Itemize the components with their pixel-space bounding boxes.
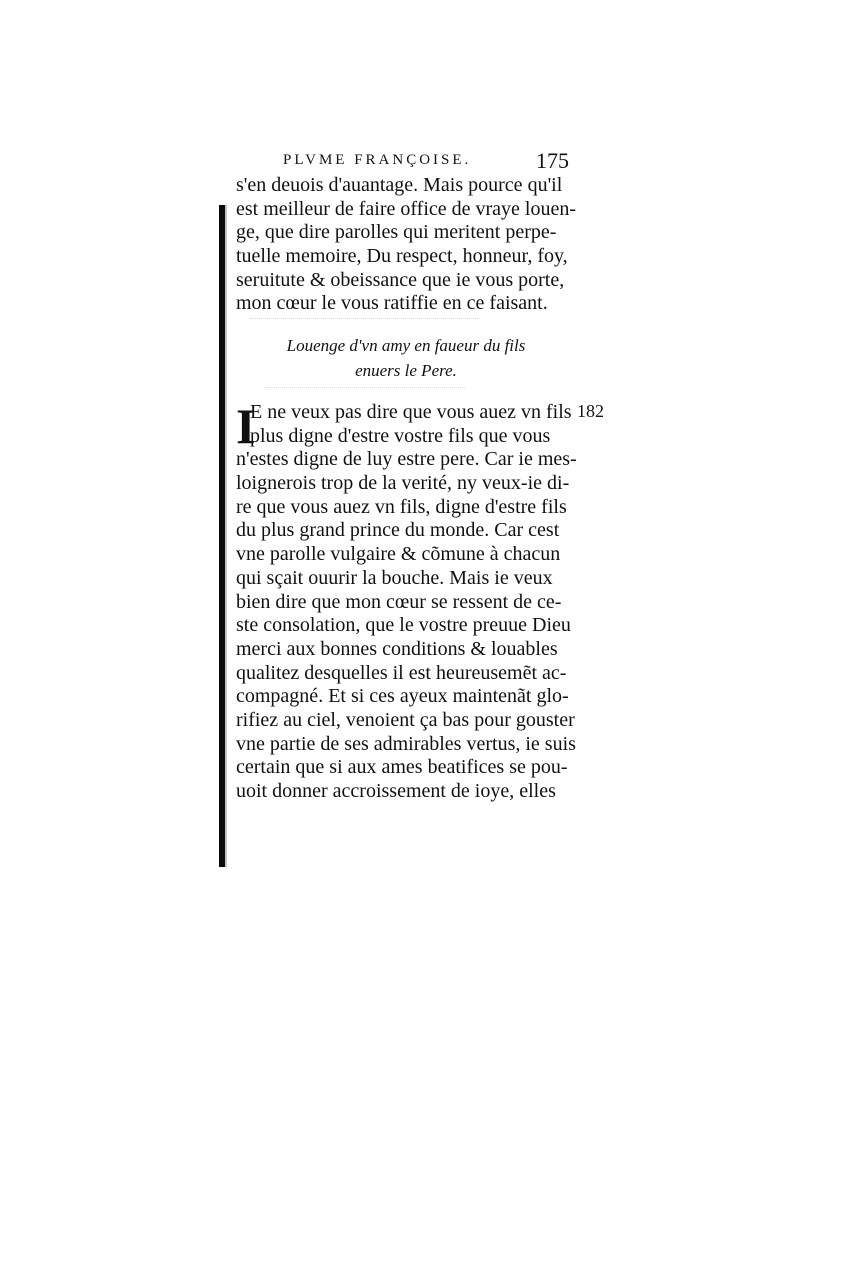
text-line: certain que si aux ames beatifices se pou- <box>236 756 568 779</box>
text-line: E ne veux pas dire que vous auez vn fils <box>250 401 572 423</box>
print-specks <box>250 318 480 327</box>
text-line: ste consolation, que le vostre preuue Dieu <box>236 614 571 637</box>
page-number: 175 <box>536 148 569 173</box>
text-line: loignerois trop de la verité, ny veux-ie di- <box>236 472 570 495</box>
text-line: vne parolle vulgaire & cõmune à chacun <box>236 543 561 566</box>
text-line: qui sçait ouurir la bouche. Mais ie veux <box>236 566 553 589</box>
text-line: du plus grand prince du monde. Car cest <box>236 519 560 542</box>
text-line: s'en deuois d'auantage. Mais pource qu'il <box>236 174 563 196</box>
text-line: ge, que dire parolles qui meritent perpe- <box>236 221 557 244</box>
text-line: plus digne d'estre vostre fils que vous <box>250 424 551 447</box>
main-paragraph <box>236 398 577 804</box>
text-line: bien dire que mon cœur se ressent de ce- <box>236 590 562 613</box>
text-line: mon cœur le vous ratiffie en ce faisant. <box>236 292 548 315</box>
text-line: n'estes digne de luy estre pere. Car ie mes- <box>236 448 577 471</box>
text-line: tuelle memoire, Du respect, honneur, foy, <box>236 245 568 268</box>
text-line: re que vous auez vn fils, digne d'estre fils <box>236 495 567 518</box>
heading-line: Louenge d'vn amy en faueur du fils <box>286 336 526 355</box>
text-line: uoit donner accroissement de ioye, elles <box>236 780 556 802</box>
running-title: PLVME FRANÇOISE. <box>283 152 472 168</box>
top-paragraph <box>236 174 576 316</box>
section-heading <box>236 333 576 383</box>
text-line: compagné. Et si ces ayeux maintenãt glo- <box>236 685 569 708</box>
text-line: merci aux bonnes conditions & louables <box>236 637 558 660</box>
text-line: rifiez au ciel, venoient ça bas pour gouster <box>236 708 575 731</box>
binding-gutter-fade <box>225 205 227 867</box>
marginal-note: 182 <box>577 401 604 421</box>
text-line: seruitute & obeissance que ie vous porte, <box>236 268 565 291</box>
text-line: vne partie de ses admirables vertus, ie suis <box>236 732 576 755</box>
heading-line: enuers le Pere. <box>355 361 457 380</box>
page-header <box>283 150 583 174</box>
text-line: est meilleur de faire office de vraye louen- <box>236 197 577 220</box>
drop-capital: I <box>236 398 256 454</box>
text-line: qualitez desquelles il est heureusemẽt ac- <box>236 661 567 684</box>
print-specks <box>265 387 465 396</box>
